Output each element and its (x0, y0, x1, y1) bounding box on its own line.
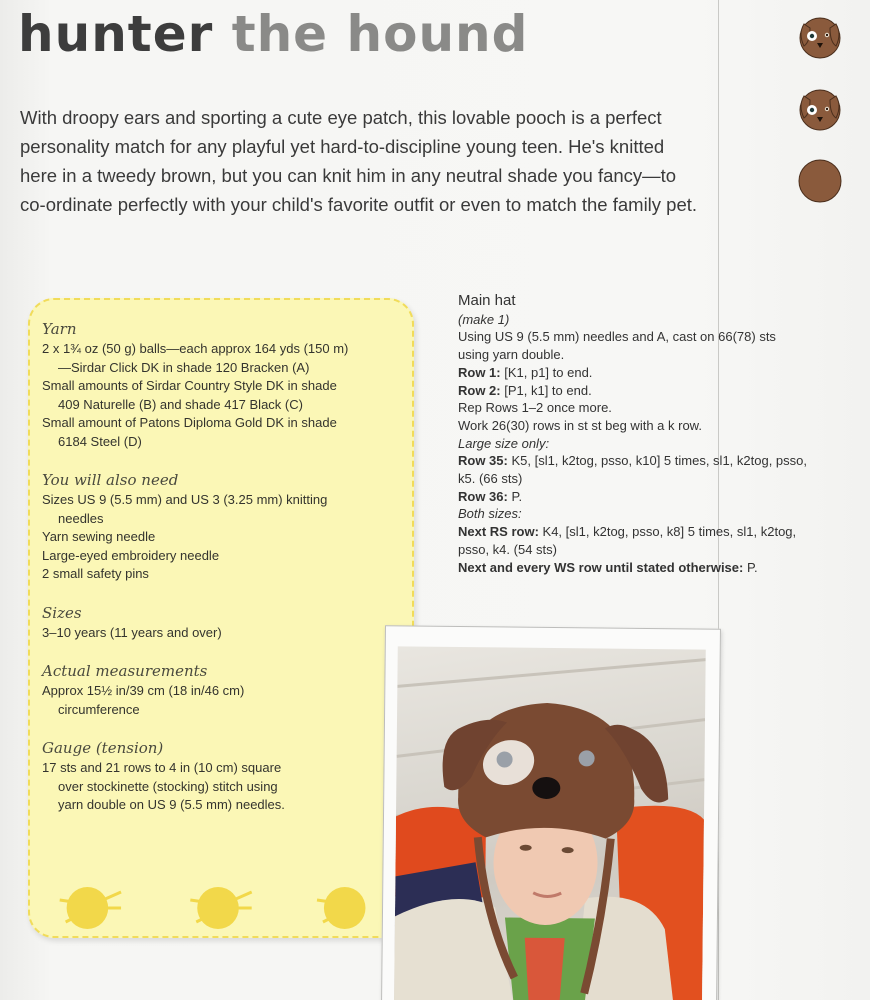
row-text: K4, [sl1, k2tog, psso, k8] 5 times, sl1, k2tog, (538, 524, 797, 540)
also-need-line: needles (58, 510, 104, 526)
gauge-heading: Gauge (tension) (42, 739, 164, 757)
also-need-line: Large-eyed embroidery needle (42, 547, 220, 563)
row-2 (458, 382, 858, 400)
yarn-ball-icons (30, 846, 412, 936)
row-label: Row 2: (458, 382, 501, 398)
row-label: Next RS row: (458, 524, 539, 540)
gauge-line: yarn double on US 9 (5.5 mm) needles. (58, 797, 285, 812)
row-text: [K1, p1] to end. (500, 364, 593, 380)
gauge-section (42, 739, 398, 815)
yarn-line: 409 Naturelle (B) and shade 417 Black (C) (58, 396, 303, 412)
cast-on-line: Using US 9 (5.5 mm) needles and A, cast on 66(78) sts (458, 329, 776, 345)
also-need-section (42, 471, 398, 584)
next-rs-row (458, 523, 858, 541)
also-need-heading: You will also need (42, 471, 179, 489)
hat-photo (394, 646, 706, 1000)
row-text: [P1, k1] to end. (500, 382, 592, 398)
yarn-line: Small amount of Patons Diploma Gold DK in shade (42, 415, 337, 430)
materials-card (28, 298, 414, 938)
make-count: (make 1) (458, 311, 510, 327)
gauge-line: over stockinette (stocking) stitch using (58, 778, 278, 794)
yarn-line: 2 x 1¾ oz (50 g) balls—each approx 164 yds (150 m) (42, 341, 349, 356)
sizes-heading: Sizes (42, 603, 82, 622)
yarn-line: 6184 Steel (D) (58, 433, 142, 449)
work-line: Work 26(30) rows in st st beg with a k row. (458, 417, 702, 433)
sizes-line: 3–10 years (11 years and over) (42, 624, 222, 640)
measurements-section (42, 662, 398, 719)
also-need-line: Yarn sewing needle (42, 529, 156, 544)
row-text: P. (743, 559, 758, 575)
large-size-heading: Large size only: (458, 435, 550, 451)
repeat-line: Rep Rows 1–2 once more. (458, 400, 612, 416)
row-text: K5, [sl1, k2tog, psso, k10] 5 times, sl1, k2tog, psso, (507, 453, 807, 469)
measurements-line: Approx 15½ in/39 cm (18 in/46 cm) (42, 683, 245, 698)
next-rs-cont: psso, k4. (54 sts) (458, 541, 557, 557)
row-label: Row 1: (458, 364, 501, 380)
dog-face-icon (796, 86, 844, 132)
also-need-line: Sizes US 9 (5.5 mm) and US 3 (3.25 mm) knitting (42, 492, 328, 507)
title-hunter: hunter (18, 5, 214, 63)
row-36 (458, 488, 858, 506)
row-label: Row 35: (458, 453, 508, 469)
row-label: Row 36: (458, 488, 508, 504)
also-need-line: 2 small safety pins (42, 566, 149, 581)
measurements-heading: Actual measurements (42, 662, 208, 680)
yarn-section (42, 320, 398, 451)
row-35-cont: k5. (66 sts) (458, 471, 523, 487)
title-the-hound: the hound (231, 5, 529, 63)
next-ws-row (458, 559, 858, 577)
page-title (18, 4, 528, 64)
gauge-line: 17 sts and 21 rows to 4 in (10 cm) square (42, 760, 282, 775)
photo-frame (381, 625, 721, 1000)
row-text: P. (507, 488, 523, 504)
both-sizes-heading: Both sizes: (458, 506, 522, 522)
yarn-ball-icon (190, 887, 251, 929)
row-35 (458, 452, 858, 470)
intro-paragraph: With droopy ears and sporting a cute eye patch, this lovable pooch is a perfect personality match for any playful yet hard-to-discipline young teen. He's knitted here in a tweedy brown, but you can knit him in any neutral shade you fancy—to co-ordinate perfectly with your child's favorite outfit or even to match the family pet. (20, 107, 698, 215)
boy-in-dog-hat-image (394, 646, 706, 1000)
row-1 (458, 364, 858, 382)
dog-face-icon (796, 14, 844, 60)
side-icons (796, 14, 846, 230)
sizes-section (42, 604, 398, 643)
row-label: Next and every WS row until stated otherwise: (458, 559, 744, 575)
cast-on-line: using yarn double. (458, 347, 565, 363)
pattern-instructions (458, 292, 858, 576)
yarn-ball-icon (317, 887, 365, 929)
yarn-heading: Yarn (42, 320, 77, 338)
measurements-line: circumference (58, 701, 140, 717)
yarn-ball-icon (60, 887, 121, 929)
yarn-line: Small amounts of Sirdar Country Style DK in shade (42, 378, 337, 393)
main-hat-heading: Main hat (458, 292, 516, 309)
plain-circle-icon (796, 158, 844, 204)
yarn-line: —Sirdar Click DK in shade 120 Bracken (A) (58, 359, 310, 375)
